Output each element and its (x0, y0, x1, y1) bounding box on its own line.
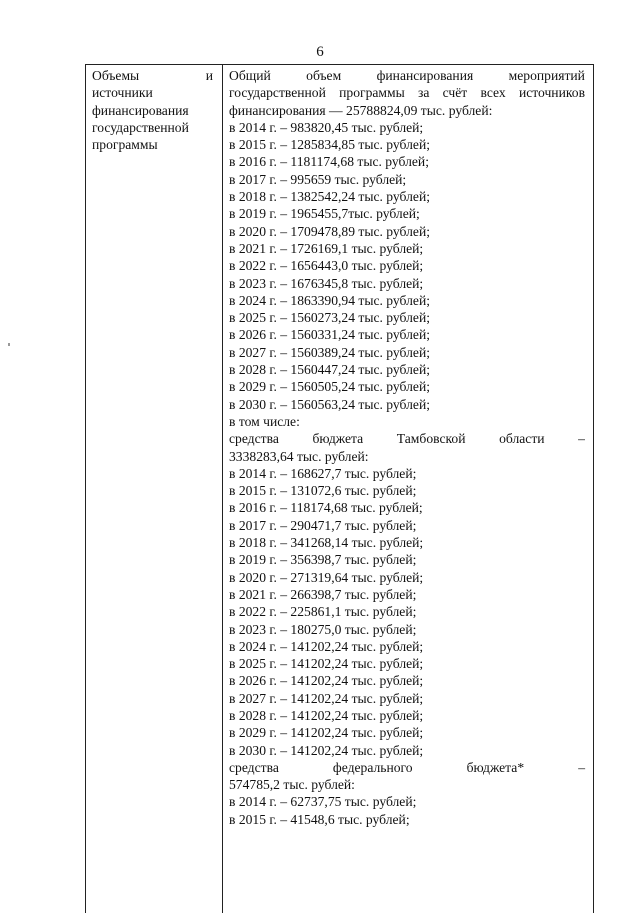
regional-heading-word: средства (229, 431, 279, 447)
year-line: в 2030 г. – 141202,24 тыс. рублей; (229, 742, 424, 758)
regional-total: 3338283,64 тыс. рублей: (229, 448, 369, 464)
regional-heading-word: области (499, 431, 545, 447)
federal-heading-word: бюджета* (466, 759, 525, 775)
year-line: в 2024 г. – 1863390,94 тыс. рублей; (229, 292, 430, 308)
left-cell-heading (92, 67, 213, 153)
year-line: в 2027 г. – 141202,24 тыс. рублей; (229, 690, 424, 706)
intro-word: источников (518, 85, 585, 101)
year-line: в 2016 г. – 1181174,68 тыс. рублей; (229, 154, 429, 170)
year-line: в 2021 г. – 1726169,1 тыс. рублей; (229, 240, 424, 256)
year-line: в 2018 г. – 1382542,24 тыс. рублей; (229, 189, 430, 205)
year-line: в 2020 г. – 1709478,89 тыс. рублей; (229, 223, 430, 239)
intro-word: за (418, 85, 430, 101)
year-line: в 2015 г. – 41548,6 тыс. рублей; (229, 811, 410, 827)
year-line: в 2014 г. – 62737,75 тыс. рублей; (229, 794, 417, 810)
year-line: в 2024 г. – 141202,24 тыс. рублей; (229, 638, 424, 654)
intro-word: финансирования (376, 68, 474, 83)
year-line: в 2019 г. – 1965455,7тыс. рублей; (229, 206, 420, 222)
year-line: в 2025 г. – 1560273,24 тыс. рублей; (229, 310, 430, 326)
left-cell-line: государственной (92, 119, 189, 135)
year-line: в 2017 г. – 995659 тыс. рублей; (229, 171, 407, 187)
page-number: 6 (316, 44, 324, 60)
intro-word: мероприятий (508, 68, 585, 83)
year-line: в 2022 г. – 225861,1 тыс. рублей; (229, 604, 417, 620)
including-label: в том числе: (229, 413, 300, 429)
year-line: в 2028 г. – 1560447,24 тыс. рублей; (229, 362, 430, 378)
year-line: в 2016 г. – 118174,68 тыс. рублей; (229, 500, 423, 516)
year-line: в 2014 г. – 168627,7 тыс. рублей; (229, 465, 417, 481)
year-line: в 2023 г. – 1676345,8 тыс. рублей; (229, 275, 424, 291)
intro-word: счёт (442, 85, 468, 101)
intro-word: всех (480, 85, 506, 101)
year-line: в 2021 г. – 266398,7 тыс. рублей; (229, 586, 417, 602)
year-line: в 2014 г. – 983820,45 тыс. рублей; (229, 119, 424, 135)
column-divider (222, 65, 223, 913)
intro-word: объем (306, 68, 342, 83)
year-line: в 2027 г. – 1560389,24 тыс. рублей; (229, 344, 430, 360)
year-line: в 2030 г. – 1560563,24 тыс. рублей; (229, 396, 430, 412)
regional-years-list (229, 465, 585, 759)
year-line: в 2026 г. – 1560331,24 тыс. рублей; (229, 327, 430, 343)
year-line: в 2029 г. – 141202,24 тыс. рублей; (229, 725, 424, 741)
intro-line (229, 84, 585, 101)
year-line: в 2019 г. – 356398,7 тыс. рублей; (229, 552, 417, 568)
year-line: в 2018 г. – 341268,14 тыс. рублей; (229, 535, 424, 551)
regional-heading-word: бюджета (312, 431, 364, 447)
regional-heading-word: Тамбовской (396, 431, 466, 447)
intro-line (229, 67, 585, 84)
year-line: в 2029 г. – 1560505,24 тыс. рублей; (229, 379, 430, 395)
regional-heading-word: – (578, 431, 585, 447)
year-line: в 2028 г. – 141202,24 тыс. рублей; (229, 707, 424, 723)
left-cell-line: источники (92, 85, 153, 101)
total-years-list (229, 119, 585, 413)
left-cell-line: финансирования (92, 102, 189, 118)
intro-line: финансирования — 25788824,09 тыс. рублей: (229, 102, 493, 118)
year-line: в 2020 г. – 271319,64 тыс. рублей; (229, 569, 424, 585)
left-cell-line (92, 67, 213, 84)
intro-word: Общий (229, 68, 271, 83)
federal-heading (229, 759, 585, 776)
year-line: в 2017 г. – 290471,7 тыс. рублей; (229, 517, 417, 533)
left-cell-line: программы (92, 137, 158, 153)
left-cell-word: Объемы (92, 68, 140, 83)
year-line: в 2015 г. – 1285834,85 тыс. рублей; (229, 137, 430, 153)
year-line: в 2015 г. – 131072,6 тыс. рублей; (229, 483, 417, 499)
federal-total: 574785,2 тыс. рублей: (229, 777, 355, 793)
year-line: в 2022 г. – 1656443,0 тыс. рублей; (229, 258, 424, 274)
year-line: в 2023 г. – 180275,0 тыс. рублей; (229, 621, 417, 637)
federal-years-list (229, 793, 585, 828)
regional-heading (229, 430, 585, 447)
intro-word: государственной (229, 85, 326, 101)
funding-table (85, 64, 594, 913)
federal-heading-word: средства (229, 759, 279, 775)
right-cell-content (229, 67, 585, 828)
federal-heading-word: федерального (332, 759, 413, 775)
intro-word: программы (339, 85, 405, 101)
year-line: в 2026 г. – 141202,24 тыс. рублей; (229, 673, 424, 689)
margin-mark (8, 343, 10, 346)
federal-heading-word: – (578, 759, 585, 775)
left-cell-word: и (205, 68, 213, 83)
year-line: в 2025 г. – 141202,24 тыс. рублей; (229, 656, 424, 672)
